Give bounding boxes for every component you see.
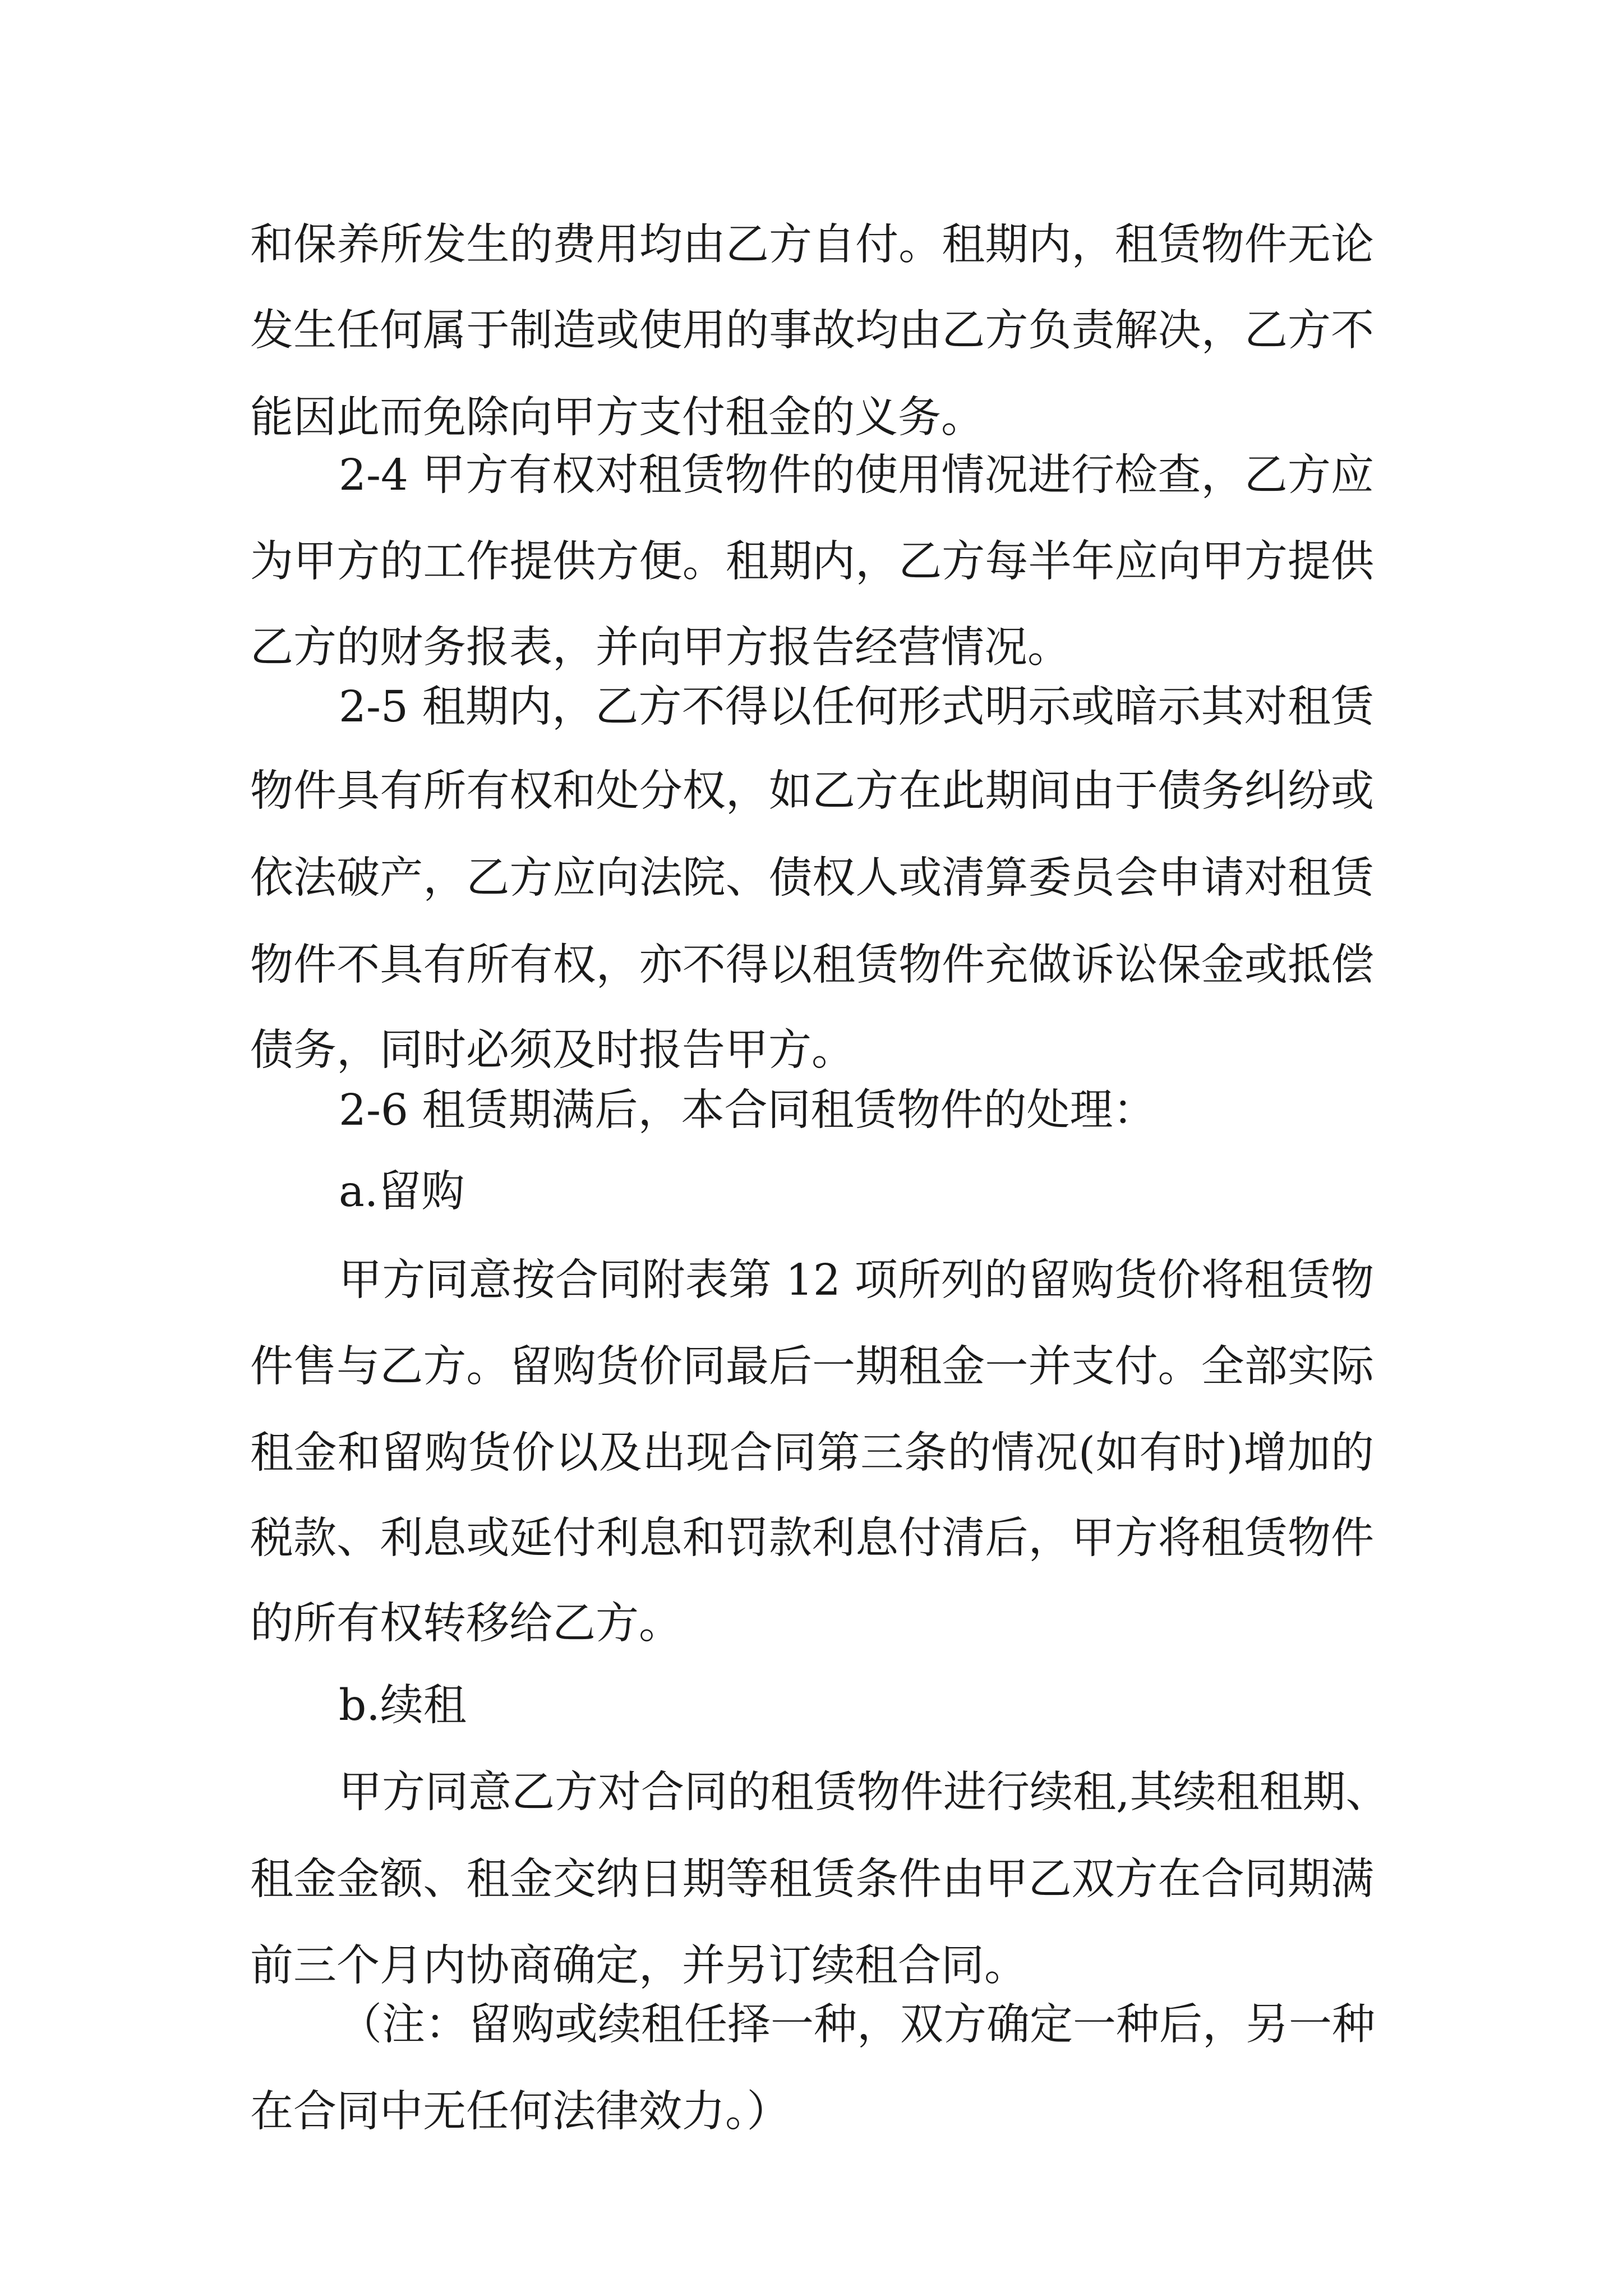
option-b-line-2: 租金金额、租金交纳日期等租赁条件由甲乙双方在合同期满 bbox=[250, 1855, 1374, 1904]
clause-2-5-line-4: 物件不具有所有权，亦不得以租赁物件充做诉讼保金或抵偿 bbox=[250, 940, 1374, 990]
clause-2-5-line-2: 物件具有所有权和处分权，如乙方在此期间由于债务纠纷或 bbox=[250, 766, 1374, 816]
option-a-line-2: 件售与乙方。留购货价同最后一期租金一并支付。全部实际 bbox=[250, 1342, 1374, 1392]
option-a-line-1: 甲方同意按合同附表第 12 项所列的留购货价将租赁物 bbox=[339, 1255, 1374, 1305]
clause-2-6-heading: 2-6 租赁期满后，本合同租赁物件的处理： bbox=[339, 1085, 1156, 1135]
option-b-heading: b.续租 bbox=[339, 1681, 467, 1731]
note-line-1: （注：留购或续租任择一种，双方确定一种后，另一种 bbox=[339, 2000, 1375, 2050]
clause-2-5-line-3: 依法破产，乙方应向法院、债权人或清算委员会申请对租赁 bbox=[250, 853, 1374, 903]
clause-2-4-line-2: 为甲方的工作提供方便。租期内，乙方每半年应向甲方提供 bbox=[250, 537, 1374, 587]
clause-2-4-line-1: 2-4 甲方有权对租赁物件的使用情况进行检查，乙方应 bbox=[339, 450, 1374, 500]
paragraph-line-3: 能因此而免除向甲方支付租金的义务。 bbox=[250, 393, 984, 443]
paragraph-line-2: 发生任何属于制造或使用的事故均由乙方负责解决，乙方不 bbox=[250, 306, 1374, 356]
clause-2-4-line-3: 乙方的财务报表，并向甲方报告经营情况。 bbox=[250, 623, 1071, 673]
note-line-2: 在合同中无任何法律效力。） bbox=[250, 2087, 790, 2137]
option-a-line-4: 税款、利息或延付利息和罚款利息付清后，甲方将租赁物件 bbox=[250, 1513, 1374, 1563]
option-b-line-1: 甲方同意乙方对合同的租赁物件进行续租,其续租租期、 bbox=[339, 1768, 1389, 1818]
option-a-heading: a.留购 bbox=[339, 1167, 465, 1217]
clause-2-5-line-1: 2-5 租期内，乙方不得以任何形式明示或暗示其对租赁 bbox=[339, 682, 1374, 732]
option-a-line-3: 租金和留购货价以及出现合同第三条的情况(如有时)增加的 bbox=[250, 1428, 1374, 1478]
option-a-line-5: 的所有权转移给乙方。 bbox=[250, 1599, 682, 1649]
paragraph-line-1: 和保养所发生的费用均由乙方自付。租期内，租赁物件无论 bbox=[250, 220, 1374, 270]
clause-2-5-line-5: 债务，同时必须及时报告甲方。 bbox=[250, 1025, 855, 1075]
option-b-line-3: 前三个月内协商确定，并另订续租合同。 bbox=[250, 1941, 1027, 1991]
